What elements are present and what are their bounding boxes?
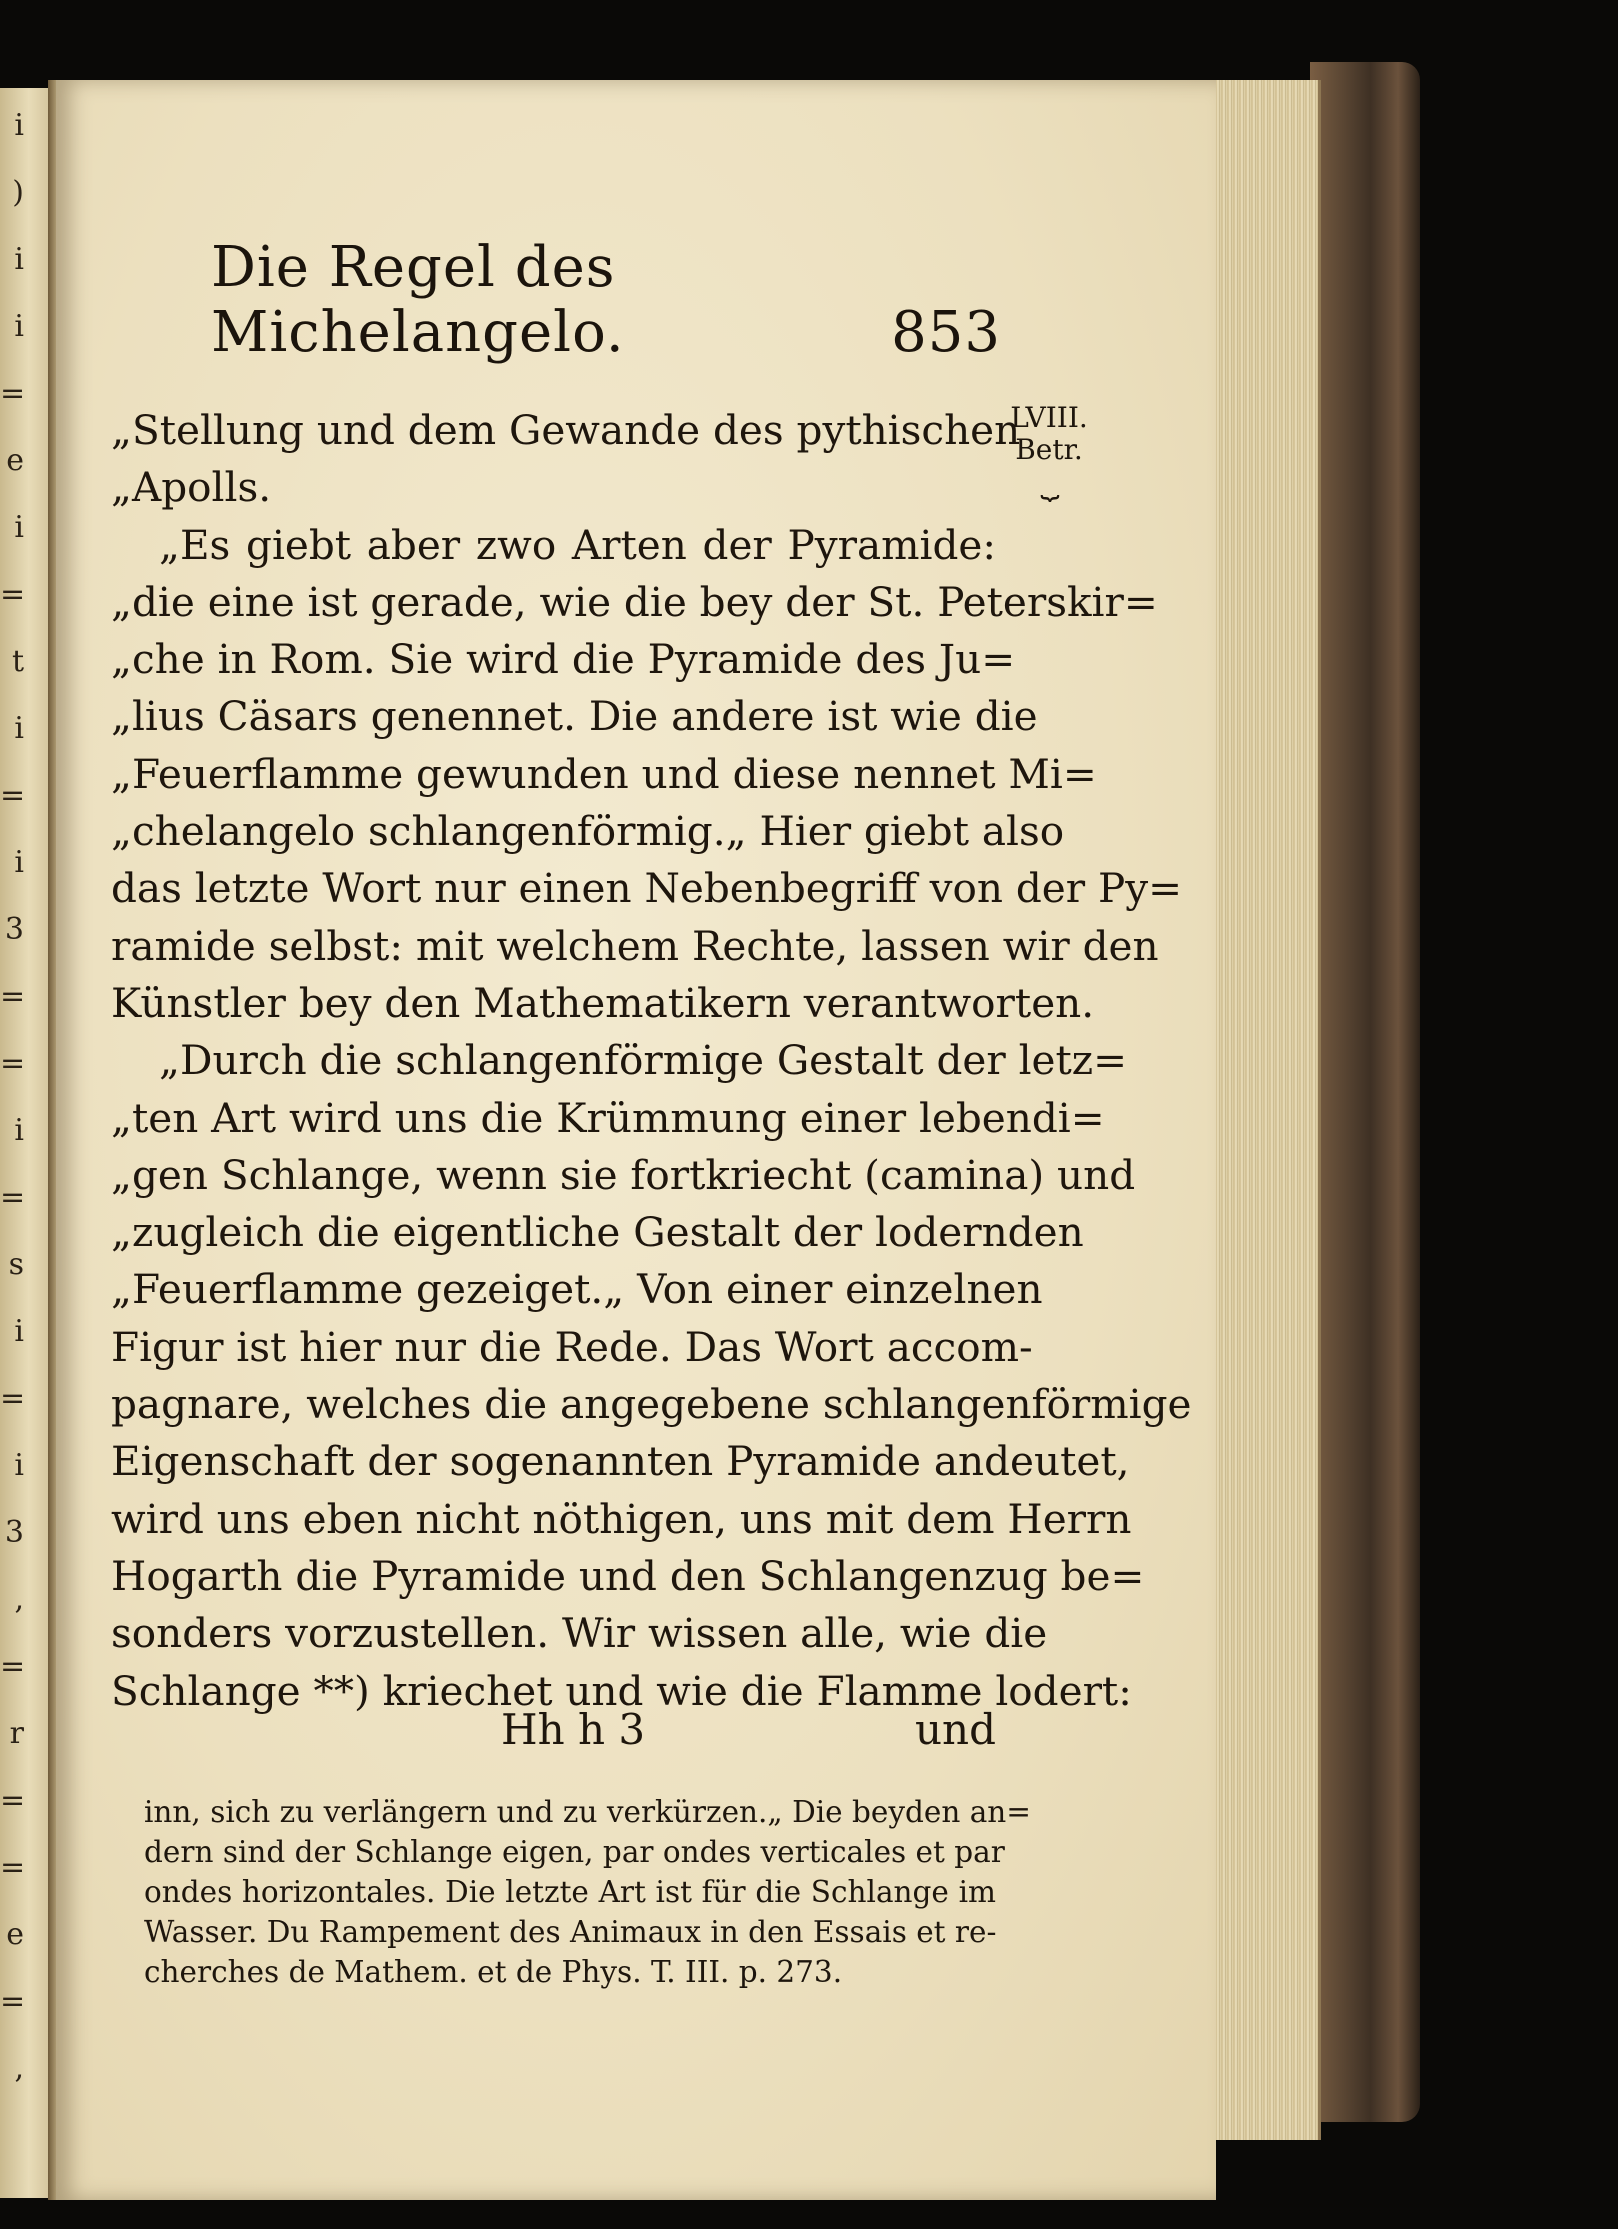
body-line: „chelangelo schlangenförmig.„ Hier giebt also [111,807,1065,856]
left-page-glyph: t [11,644,24,679]
body-line: sonders vorzustellen. Wir wissen alle, wie die [111,1609,1048,1658]
marginal-note-line2: Betr. [1015,433,1083,466]
body-line: „gen Schlange, wenn sie fortkriecht (camina) und [111,1150,1136,1199]
footnote-line: Wasser. Du Rampement des Animaux in den Essais et re- [144,1915,997,1949]
left-page-glyph: 3 [4,912,24,947]
body-line: Künstler bey den Mathematikern verantworten. [111,978,1095,1027]
left-page-glyph: i [14,309,24,344]
body-line: Eigenschaft der sogenannten Pyramide andeutet, [111,1437,1130,1486]
footnote [144,1792,1032,1992]
page [56,80,1216,2200]
marginal-brace-ornament: ⏟ [1040,462,1058,500]
left-page-glyph: i [14,1448,24,1483]
body-line: „ten Art wird uns die Krümmung einer lebendi= [111,1093,1105,1142]
signature-mark: Hh h 3 [501,1705,646,1754]
catchword: und [915,1705,996,1754]
running-head [211,235,1001,365]
left-page-glyph: = [0,778,26,813]
footnote-line: inn, sich zu verlängern und zu verkürzen.„ Die beyden an= [144,1795,1032,1829]
left-page-glyph: e [6,443,24,478]
left-page-glyph: = [0,979,26,1014]
body-line: „Stellung und dem Gewande des pythischen [111,406,1021,454]
footnote-line: dern sind der Schlange eigen, par ondes verticales et par [144,1835,1005,1869]
body-line: „Feuerflamme gewunden und diese nennet Mi= [111,749,1097,798]
body-line: Schlange **) kriechet und wie die Flamme lodert: [111,1666,1132,1715]
running-head-title: Die Regel des Michelangelo. [211,235,625,365]
left-page-glyph: i [14,108,24,143]
marginal-note [999,401,1099,500]
body-line: Hogarth die Pyramide und den Schlangenzug be= [111,1551,1145,1600]
left-page-glyph: i [14,242,24,277]
left-page-glyph: 3 [4,1515,24,1550]
body-line: „lius Cäsars genennet. Die andere ist wie die [111,692,1038,741]
left-page-glyph: i [14,1314,24,1349]
left-page-glyph: i [14,1113,24,1148]
book-cover [1310,62,1420,2122]
left-page-glyph: i [14,845,24,880]
body-line: „die eine ist gerade, wie die bey der St. Peterskir= [111,577,1158,626]
left-page-glyph: , [14,1582,24,1617]
left-page-glyph: = [0,577,26,612]
body-line: „che in Rom. Sie wird die Pyramide des Ju= [111,635,1016,684]
body-line: Figur ist hier nur die Rede. Das Wort accom- [111,1322,1033,1371]
body-line: wird uns eben nicht nöthigen, uns mit dem Herrn [111,1494,1132,1543]
body-line: pagnare, welches die angegebene schlangenförmige [111,1380,1192,1429]
marginal-note-line1: LVIII. [1010,401,1088,434]
left-page-glyph: = [0,1850,26,1885]
left-page-glyph: = [0,1180,26,1215]
body-line: „Durch die schlangenförmige Gestalt der letz= [159,1036,1128,1085]
left-page-glyph: = [0,376,26,411]
footnote-line: cherches de Mathem. et de Phys. T. III. p. 273. [144,1955,843,1989]
left-page-glyph: = [0,1046,26,1081]
left-page-glyph: = [0,1984,26,2019]
body-line: „zugleich die eigentliche Gestalt der lodernden [111,1208,1084,1257]
body-line: ramide selbst: mit welchem Rechte, lassen wir den [111,921,1159,970]
left-page-glyph: = [0,1649,26,1684]
body-line: das letzte Wort nur einen Nebenbegriff von der Py= [111,864,1183,913]
left-page-glyph: = [0,1381,26,1416]
page-edges [1208,80,1321,2140]
left-page-glyph: ) [12,175,24,210]
left-page-glyph: r [9,1716,24,1751]
left-page-glyph: s [8,1247,24,1282]
left-page-edge [0,88,50,2198]
left-page-glyph: = [0,1783,26,1818]
left-page-glyph: e [6,1917,24,1952]
left-page-glyph: , [14,2051,24,2086]
left-page-glyph: i [14,711,24,746]
page-number: 853 [891,300,1001,365]
left-page-glyph: i [14,510,24,545]
footnote-line: ondes horizontales. Die letzte Art ist für die Schlange im [144,1875,996,1909]
body-line: „Es giebt aber zwo Arten der Pyramide: [159,520,996,569]
body-line: „Feuerflamme gezeiget.„ Von einer einzelnen [111,1265,1043,1314]
body-line: „Apolls. [111,463,272,512]
signature-line [111,1705,996,1765]
